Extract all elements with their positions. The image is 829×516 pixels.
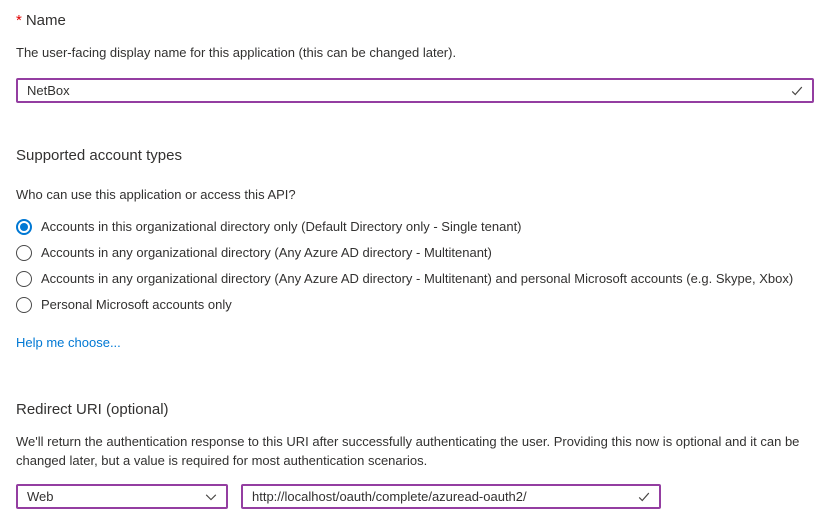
- account-type-radio-group: [16, 214, 814, 318]
- supported-account-types-section: [16, 146, 814, 352]
- account-types-title: Supported account types: [16, 147, 182, 164]
- redirect-uri-title: Redirect URI (optional): [16, 401, 169, 418]
- account-types-question: Who can use this application or access this API?: [16, 187, 296, 202]
- redirect-uri-input[interactable]: [243, 486, 659, 507]
- radio-button-icon: [16, 297, 32, 313]
- required-asterisk: *: [16, 12, 22, 29]
- chevron-down-icon: [204, 490, 218, 504]
- radio-button-icon: [16, 219, 32, 235]
- name-section-title: [16, 11, 814, 31]
- radio-button-icon: [16, 271, 32, 287]
- radio-option-label: Accounts in this organizational directory only (Default Directory only - Single tenant): [41, 219, 522, 234]
- redirect-uri-input-box: [241, 484, 661, 509]
- radio-option-multitenant[interactable]: [16, 240, 814, 266]
- radio-button-icon: [16, 245, 32, 261]
- name-section: [16, 11, 814, 103]
- platform-select[interactable]: [16, 484, 228, 509]
- redirect-uri-controls: [16, 484, 814, 509]
- name-input-box: [16, 78, 814, 103]
- radio-option-label: Accounts in any organizational directory (Any Azure AD directory - Multitenant): [41, 245, 492, 260]
- radio-option-multitenant-personal[interactable]: [16, 266, 814, 292]
- radio-option-label: Accounts in any organizational directory (Any Azure AD directory - Multitenant) and personal Microsoft accounts (e.g. Skype, Xbox): [41, 271, 794, 286]
- name-title-text: Name: [25, 12, 66, 29]
- redirect-uri-section: [16, 400, 814, 509]
- platform-select-value: Web: [27, 489, 54, 504]
- name-description: The user-facing display name for this application (this can be changed later).: [16, 45, 457, 60]
- radio-option-single-tenant[interactable]: [16, 214, 814, 240]
- name-input[interactable]: [18, 80, 812, 101]
- redirect-uri-description: We'll return the authentication response to this URI after successfully authenticating the user. Providing this now is optional and it can be changed later, but a value is required for most authentication scenarios.: [16, 434, 800, 468]
- radio-option-personal-only[interactable]: [16, 292, 814, 318]
- help-me-choose-link[interactable]: Help me choose...: [16, 335, 121, 350]
- radio-option-label: Personal Microsoft accounts only: [41, 297, 232, 312]
